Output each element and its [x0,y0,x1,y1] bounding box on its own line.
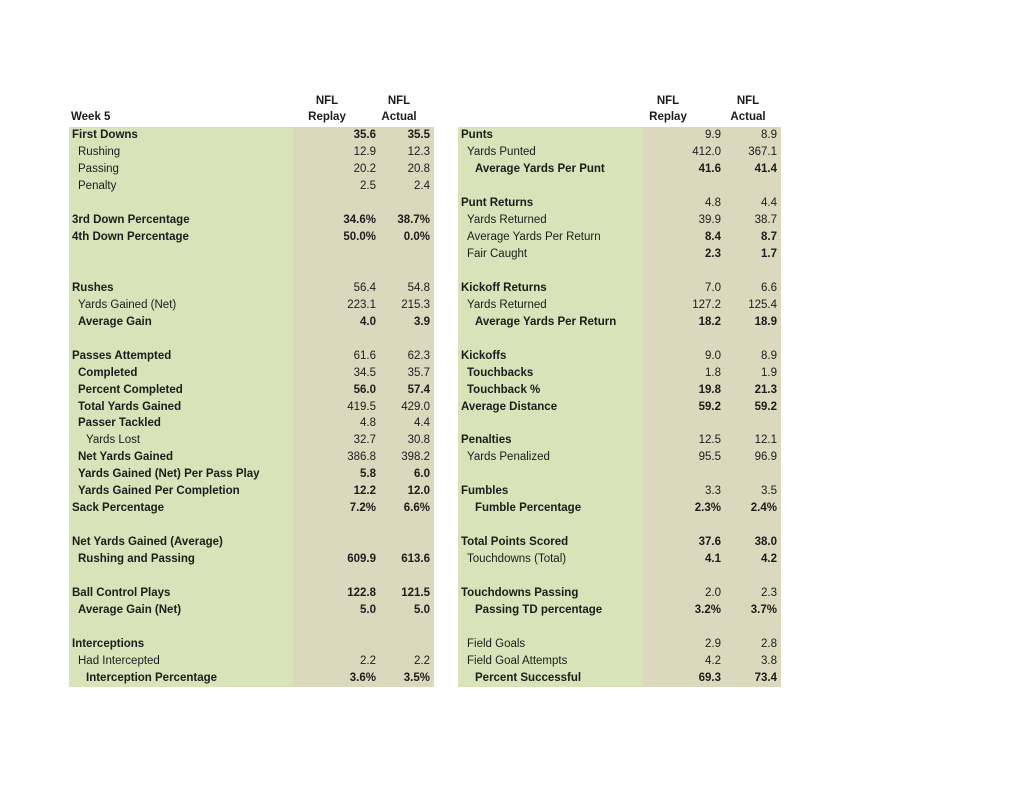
actual-value [380,195,434,212]
stat-label [458,178,643,195]
actual-value: 38.7% [380,212,434,229]
table-row [69,365,434,382]
actual-value: 125.4 [725,297,781,314]
actual-value: 6.6% [380,500,434,517]
table-row [458,127,781,144]
actual-value: 2.4% [725,500,781,517]
table-row [458,399,781,416]
table-row [69,348,434,365]
actual-value: 215.3 [380,297,434,314]
stat-label: Yards Gained (Net) [69,297,293,314]
stat-label: Net Yards Gained [69,449,293,466]
replay-value: 122.8 [293,585,380,602]
replay-value [293,568,380,585]
replay-value: 34.6% [293,212,380,229]
actual-value: 3.8 [725,653,781,670]
table-row [458,466,781,483]
table-row [458,653,781,670]
table-row [69,229,434,246]
actual-value: 8.9 [725,127,781,144]
stat-label: Total Yards Gained [69,399,293,416]
replay-value [293,517,380,534]
replay-value: 223.1 [293,297,380,314]
actual-value: 12.0 [380,483,434,500]
replay-value: 386.8 [293,449,380,466]
stat-label: Percent Successful [458,670,643,687]
table-row [458,263,781,280]
replay-value [293,195,380,212]
actual-value [725,466,781,483]
replay-value: 50.0% [293,229,380,246]
replay-value: 34.5 [293,365,380,382]
stat-label: Yards Gained (Net) Per Pass Play [69,466,293,483]
stat-label [69,263,293,280]
column-header-replay: Replay [649,111,687,123]
actual-value: 12.3 [380,144,434,161]
replay-value [293,619,380,636]
table-row [458,212,781,229]
stat-label: Passer Tackled [69,415,293,432]
stat-label: Total Points Scored [458,534,643,551]
table-row [458,297,781,314]
table-row [458,365,781,382]
replay-value: 1.8 [643,365,725,382]
replay-value: 7.2% [293,500,380,517]
actual-value: 6.0 [380,466,434,483]
table-row [69,246,434,263]
replay-value: 2.3 [643,246,725,263]
table-row [458,585,781,602]
table-row [458,382,781,399]
column-header-right-actual [706,93,790,125]
actual-value: 2.8 [725,636,781,653]
replay-value: 61.6 [293,348,380,365]
table-row [69,161,434,178]
actual-value: 3.5 [725,483,781,500]
stat-label: Penalty [69,178,293,195]
replay-value: 35.6 [293,127,380,144]
stat-label: Yards Gained Per Completion [69,483,293,500]
column-header-left-actual [357,93,441,125]
replay-value [293,263,380,280]
replay-value: 69.3 [643,670,725,687]
stat-label: Passing TD percentage [458,602,643,619]
table-row [458,314,781,331]
table-row [69,415,434,432]
actual-value: 38.0 [725,534,781,551]
actual-value: 35.7 [380,365,434,382]
replay-value: 19.8 [643,382,725,399]
actual-value [380,263,434,280]
column-header-actual: Actual [730,111,766,123]
stat-label: Field Goals [458,636,643,653]
table-row [69,297,434,314]
replay-value: 2.3% [643,500,725,517]
actual-value [725,415,781,432]
column-header-nfl: NFL [656,95,680,107]
actual-value: 4.2 [725,551,781,568]
table-row [69,195,434,212]
table-row [458,534,781,551]
table-row [69,551,434,568]
replay-value: 609.9 [293,551,380,568]
stats-table-left [69,127,434,687]
actual-value: 38.7 [725,212,781,229]
actual-value: 3.5% [380,670,434,687]
table-row [458,348,781,365]
stat-label: First Downs [69,127,293,144]
replay-value [293,246,380,263]
replay-value [293,636,380,653]
replay-value: 32.7 [293,432,380,449]
stat-label: Completed [69,365,293,382]
stat-label [69,568,293,585]
table-row [69,432,434,449]
replay-value: 18.2 [643,314,725,331]
table-row [69,500,434,517]
actual-value: 2.3 [725,585,781,602]
stats-table-right [458,127,781,687]
actual-value: 429.0 [380,399,434,416]
actual-value: 96.9 [725,449,781,466]
week-title: Week 5 [71,111,111,123]
replay-value: 4.1 [643,551,725,568]
replay-value: 59.2 [643,399,725,416]
actual-value: 73.4 [725,670,781,687]
actual-value: 2.2 [380,653,434,670]
replay-value: 12.5 [643,432,725,449]
stat-label: 4th Down Percentage [69,229,293,246]
stat-label [458,415,643,432]
actual-value [380,331,434,348]
table-row [69,636,434,653]
replay-value: 56.4 [293,280,380,297]
stat-label: Sack Percentage [69,500,293,517]
stat-label: Yards Lost [69,432,293,449]
replay-value: 56.0 [293,382,380,399]
table-row [69,127,434,144]
replay-value: 2.0 [643,585,725,602]
replay-value [643,415,725,432]
stat-label: Passes Attempted [69,348,293,365]
table-row [458,246,781,263]
stat-label: Average Distance [458,399,643,416]
replay-value: 2.2 [293,653,380,670]
stat-label: Passing [69,161,293,178]
stat-label: Fumble Percentage [458,500,643,517]
stat-label [69,246,293,263]
table-row [69,212,434,229]
stat-label: Kickoffs [458,348,643,365]
replay-value [643,517,725,534]
table-row [69,449,434,466]
actual-value: 3.9 [380,314,434,331]
stat-label: Touchdowns (Total) [458,551,643,568]
table-row [69,517,434,534]
stat-label: Had Intercepted [69,653,293,670]
stat-label: Net Yards Gained (Average) [69,534,293,551]
table-row [458,229,781,246]
actual-value: 41.4 [725,161,781,178]
table-row [458,280,781,297]
actual-value [380,619,434,636]
replay-value: 3.2% [643,602,725,619]
actual-value: 18.9 [725,314,781,331]
stat-label: Penalties [458,432,643,449]
table-row [458,602,781,619]
table-row [69,670,434,687]
replay-value [643,568,725,585]
replay-value [293,534,380,551]
replay-value: 39.9 [643,212,725,229]
stat-label: Yards Returned [458,212,643,229]
stat-label: Yards Punted [458,144,643,161]
actual-value [725,178,781,195]
replay-value: 4.8 [293,415,380,432]
column-header-nfl: NFL [736,95,760,107]
table-row [69,331,434,348]
replay-value: 4.2 [643,653,725,670]
stat-label: Touchbacks [458,365,643,382]
column-header-nfl: NFL [387,95,411,107]
stat-label: Interceptions [69,636,293,653]
replay-value: 127.2 [643,297,725,314]
actual-value [380,246,434,263]
actual-value [725,331,781,348]
column-header-actual: Actual [381,111,417,123]
stat-label [458,568,643,585]
actual-value: 0.0% [380,229,434,246]
table-row [69,568,434,585]
column-header-nfl: NFL [315,95,339,107]
actual-value: 35.5 [380,127,434,144]
stat-label [458,331,643,348]
actual-value [725,619,781,636]
stat-label: Kickoff Returns [458,280,643,297]
table-row [458,331,781,348]
actual-value [725,263,781,280]
actual-value: 4.4 [380,415,434,432]
table-row [458,619,781,636]
actual-value: 367.1 [725,144,781,161]
actual-value: 2.4 [380,178,434,195]
actual-value: 8.9 [725,348,781,365]
actual-value: 6.6 [725,280,781,297]
replay-value: 419.5 [293,399,380,416]
actual-value: 1.7 [725,246,781,263]
stat-label [69,517,293,534]
stat-label [458,619,643,636]
actual-value: 8.7 [725,229,781,246]
table-row [69,144,434,161]
actual-value: 613.6 [380,551,434,568]
table-row [458,636,781,653]
actual-value: 4.4 [725,195,781,212]
stat-label: Fair Caught [458,246,643,263]
replay-value: 37.6 [643,534,725,551]
stat-label: Punts [458,127,643,144]
replay-value: 95.5 [643,449,725,466]
actual-value [380,636,434,653]
actual-value: 12.1 [725,432,781,449]
column-header-replay: Replay [308,111,346,123]
stat-label: Ball Control Plays [69,585,293,602]
actual-value [380,517,434,534]
table-row [458,144,781,161]
table-row [458,500,781,517]
stat-label [69,331,293,348]
stat-label: Percent Completed [69,382,293,399]
stat-label: Rushes [69,280,293,297]
table-row [458,161,781,178]
table-row [458,449,781,466]
replay-value: 8.4 [643,229,725,246]
table-row [458,415,781,432]
stat-label: 3rd Down Percentage [69,212,293,229]
table-row [69,602,434,619]
table-row [69,534,434,551]
replay-value: 9.9 [643,127,725,144]
actual-value: 20.8 [380,161,434,178]
column-header-right-replay [626,93,710,125]
replay-value: 7.0 [643,280,725,297]
table-row [69,178,434,195]
table-row [458,178,781,195]
actual-value: 21.3 [725,382,781,399]
replay-value [643,466,725,483]
replay-value: 12.9 [293,144,380,161]
actual-value: 121.5 [380,585,434,602]
stat-label: Fumbles [458,483,643,500]
replay-value: 9.0 [643,348,725,365]
stat-label: Interception Percentage [69,670,293,687]
replay-value: 5.8 [293,466,380,483]
stat-label [69,195,293,212]
stat-label [458,466,643,483]
stat-label: Yards Penalized [458,449,643,466]
table-row [69,263,434,280]
actual-value: 59.2 [725,399,781,416]
actual-value: 1.9 [725,365,781,382]
stat-label: Touchdowns Passing [458,585,643,602]
replay-value [643,331,725,348]
stat-label: Rushing and Passing [69,551,293,568]
replay-value: 3.6% [293,670,380,687]
stat-label: Average Gain [69,314,293,331]
stat-label: Average Yards Per Return [458,314,643,331]
replay-value [643,619,725,636]
table-row [69,619,434,636]
table-row [458,432,781,449]
actual-value: 30.8 [380,432,434,449]
actual-value: 62.3 [380,348,434,365]
stat-label: Average Yards Per Punt [458,161,643,178]
actual-value: 3.7% [725,602,781,619]
replay-value [643,178,725,195]
replay-value: 4.0 [293,314,380,331]
replay-value: 3.3 [643,483,725,500]
replay-value: 20.2 [293,161,380,178]
replay-value [293,331,380,348]
stat-label: Average Gain (Net) [69,602,293,619]
table-row [69,280,434,297]
stat-label: Rushing [69,144,293,161]
stat-label: Average Yards Per Return [458,229,643,246]
actual-value: 57.4 [380,382,434,399]
actual-value [380,568,434,585]
table-row [458,568,781,585]
table-row [69,483,434,500]
table-row [69,585,434,602]
table-row [69,314,434,331]
replay-value [643,263,725,280]
replay-value: 412.0 [643,144,725,161]
table-row [458,670,781,687]
actual-value: 5.0 [380,602,434,619]
stat-label [458,517,643,534]
replay-value: 12.2 [293,483,380,500]
stat-label: Touchback % [458,382,643,399]
actual-value [725,517,781,534]
table-row [69,466,434,483]
table-row [458,195,781,212]
table-row [458,517,781,534]
table-row [69,653,434,670]
actual-value: 54.8 [380,280,434,297]
replay-value: 2.5 [293,178,380,195]
actual-value: 398.2 [380,449,434,466]
actual-value [380,534,434,551]
table-row [69,382,434,399]
stat-label: Punt Returns [458,195,643,212]
replay-value: 4.8 [643,195,725,212]
actual-value [725,568,781,585]
stat-label: Field Goal Attempts [458,653,643,670]
stat-label [69,619,293,636]
table-row [69,399,434,416]
replay-value: 41.6 [643,161,725,178]
replay-value: 2.9 [643,636,725,653]
table-row [458,551,781,568]
stat-label: Yards Returned [458,297,643,314]
replay-value: 5.0 [293,602,380,619]
stat-label [458,263,643,280]
table-row [458,483,781,500]
